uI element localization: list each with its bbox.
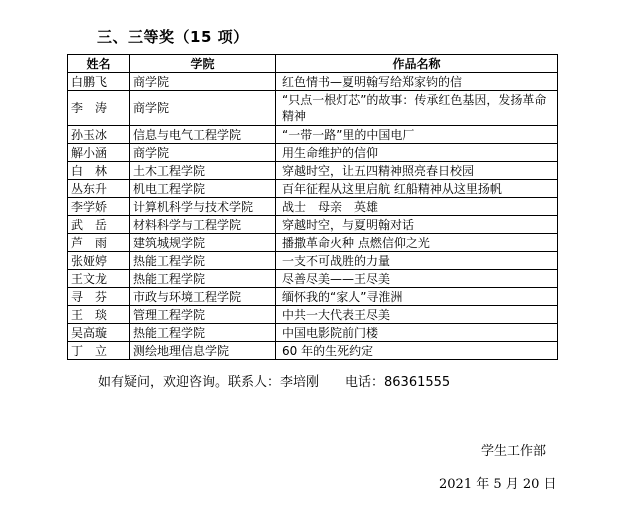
cell-work: “只点一根灯芯”的故事：传承红色基因，发扬革命精神 xyxy=(276,91,558,126)
cell-school: 热能工程学院 xyxy=(130,324,276,342)
table-row xyxy=(68,91,558,126)
header-school: 学院 xyxy=(130,55,276,73)
cell-work: 百年征程从这里启航 红船精神从这里扬帆 xyxy=(276,180,558,198)
table-row xyxy=(68,234,558,252)
cell-school: 热能工程学院 xyxy=(130,252,276,270)
table-row xyxy=(68,216,558,234)
cell-school: 管理工程学院 xyxy=(130,306,276,324)
cell-school: 土木工程学院 xyxy=(130,162,276,180)
cell-school: 计算机科学与技术学院 xyxy=(130,198,276,216)
cell-work: 60 年的生死约定 xyxy=(276,342,558,360)
contact-person: 如有疑问，欢迎咨询。联系人：李培刚 xyxy=(98,375,320,390)
table-row xyxy=(68,162,558,180)
issue-date: 2021 年 5 月 20 日 xyxy=(439,477,557,492)
cell-name: 张娅婷 xyxy=(68,252,130,270)
cell-school: 信息与电气工程学院 xyxy=(130,126,276,144)
awards-table xyxy=(67,54,558,360)
table-row xyxy=(68,252,558,270)
table-header-row xyxy=(68,55,558,73)
cell-school: 测绘地理信息学院 xyxy=(130,342,276,360)
cell-name: 吴高璇 xyxy=(68,324,130,342)
cell-name: 武 岳 xyxy=(68,216,130,234)
table-row xyxy=(68,144,558,162)
section-heading: 三、三等奖（15 项） xyxy=(97,28,249,46)
cell-work: 缅怀我的“家人”寻淮洲 xyxy=(276,288,558,306)
cell-work: 穿越时空，与夏明翰对话 xyxy=(276,216,558,234)
contact-phone: 电话：86361555 xyxy=(345,375,451,390)
table-row xyxy=(68,306,558,324)
table-row xyxy=(68,126,558,144)
cell-work: 战士 母亲 英雄 xyxy=(276,198,558,216)
cell-school: 商学院 xyxy=(130,144,276,162)
table-row xyxy=(68,288,558,306)
cell-school: 机电工程学院 xyxy=(130,180,276,198)
cell-school: 热能工程学院 xyxy=(130,270,276,288)
cell-work: 播撒革命火种 点燃信仰之光 xyxy=(276,234,558,252)
table-row xyxy=(68,324,558,342)
table-row xyxy=(68,198,558,216)
cell-work: 穿越时空，让五四精神照亮春日校园 xyxy=(276,162,558,180)
cell-work: 一支不可战胜的力量 xyxy=(276,252,558,270)
cell-name: 丛东升 xyxy=(68,180,130,198)
cell-name: 丁 立 xyxy=(68,342,130,360)
cell-work: 用生命维护的信仰 xyxy=(276,144,558,162)
table-row xyxy=(68,73,558,91)
cell-name: 李 涛 xyxy=(68,91,130,126)
table-row xyxy=(68,342,558,360)
cell-name: 李学娇 xyxy=(68,198,130,216)
cell-school: 商学院 xyxy=(130,73,276,91)
table-row xyxy=(68,180,558,198)
contact-line xyxy=(98,371,450,390)
table-row xyxy=(68,270,558,288)
cell-name: 寻 芬 xyxy=(68,288,130,306)
cell-school: 商学院 xyxy=(130,91,276,126)
cell-name: 白鹏飞 xyxy=(68,73,130,91)
cell-school: 建筑城规学院 xyxy=(130,234,276,252)
cell-school: 市政与环境工程学院 xyxy=(130,288,276,306)
cell-work: 中共一大代表王尽美 xyxy=(276,306,558,324)
cell-work: “一带一路”里的中国电厂 xyxy=(276,126,558,144)
cell-name: 王文龙 xyxy=(68,270,130,288)
cell-work: 中国电影院前门楼 xyxy=(276,324,558,342)
cell-name: 解小涵 xyxy=(68,144,130,162)
cell-name: 白 林 xyxy=(68,162,130,180)
cell-name: 王 琰 xyxy=(68,306,130,324)
issuing-department: 学生工作部 xyxy=(481,444,547,459)
cell-work: 红色情书—夏明翰写给郑家钧的信 xyxy=(276,73,558,91)
cell-work: 尽善尽美——王尽美 xyxy=(276,270,558,288)
cell-name: 芦 雨 xyxy=(68,234,130,252)
cell-name: 孙玉冰 xyxy=(68,126,130,144)
header-work: 作品名称 xyxy=(276,55,558,73)
header-name: 姓名 xyxy=(68,55,130,73)
cell-school: 材料科学与工程学院 xyxy=(130,216,276,234)
